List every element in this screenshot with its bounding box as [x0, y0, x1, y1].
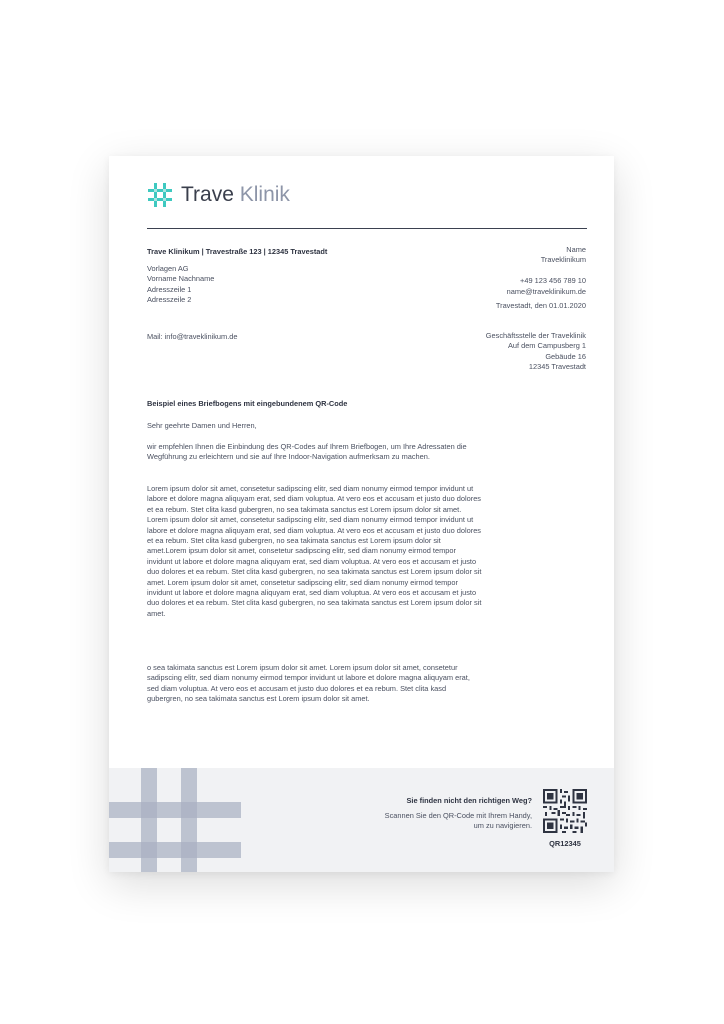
salutation: Sehr geehrte Damen und Herren, [147, 421, 257, 430]
qr-code-id: QR12345 [549, 839, 581, 848]
office-address [486, 331, 586, 373]
recipient-line: Adresszeile 1 [147, 284, 192, 294]
footer-instructions [385, 811, 532, 832]
mail-line: Mail: info@traveklinikum.de [147, 332, 238, 341]
qr-code [543, 789, 587, 833]
contact-name: Name [566, 245, 586, 254]
office-line: Auf dem Campusberg 1 [507, 341, 586, 351]
brand-logo [147, 182, 290, 208]
office-line: Geschäftsstelle der Traveklinik [485, 331, 586, 340]
qr-code-icon [543, 789, 587, 833]
recipient-line: Adresszeile 2 [147, 295, 192, 305]
footer-band [109, 768, 614, 872]
footer-text-line: Scannen Sie den QR-Code mit Ihrem Handy, [384, 811, 532, 820]
decorative-cross-icon [109, 768, 249, 872]
contact-phone: +49 123 456 789 10 [520, 276, 586, 286]
contact-org: Traveklinikum [540, 255, 586, 265]
footer-text-line: um zu navigieren. [473, 821, 532, 831]
letter-page [109, 156, 614, 872]
paragraph-closing: o sea takimata sanctus est Lorem ipsum dolor sit amet. Lorem ipsum dolor sit amet, consetetur sadipscing elitr, sed diam nonumy eirmod tempor invidunt ut labore et dolore magna aliquyam erat, sed diam voluptua. At vero eos et accusam et justo duo dolores et ea rebum. Stet clita kasd gubergren, no sea takimata sanctus est Lorem ipsum dolor sit amet. [147, 663, 470, 704]
office-line: 12345 Travestadt [528, 362, 586, 372]
contact-email: name@traveklinikum.de [506, 286, 586, 296]
letter-date: Travestadt, den 01.01.2020 [495, 301, 586, 311]
sender-line: Trave Klinikum | Travestraße 123 | 12345 Travestadt [147, 247, 328, 256]
brand-name-part2: Klinik [239, 183, 290, 206]
letter-subject: Beispiel eines Briefbogens mit eingebundenem QR-Code [147, 399, 348, 408]
footer-title: Sie finden nicht den richtigen Weg? [406, 796, 532, 805]
contact-block [496, 245, 586, 311]
recipient-line: Vorlagen AG [147, 264, 189, 273]
recipient-line: Vorname Nachname [147, 274, 215, 284]
brand-name [181, 182, 290, 208]
header-divider [147, 228, 587, 229]
recipient-address [147, 264, 214, 306]
paragraph-lorem: Lorem ipsum dolor sit amet, consetetur sadipscing elitr, sed diam nonumy eirmod tempor invidunt ut labore et dolore magna aliquyam erat, sed diam voluptua. At vero eos et accusam et justo duo dolores et ea rebum. Stet clita kasd gubergren, no sea takimata sanctus est Lorem ipsum dolor sit amet. Lorem ipsum dolor sit amet, consetetur sadipscing elitr, sed diam nonumy eirmod tempor invidunt ut labore et dolore magna aliquyam erat, sed diam voluptua. At vero eos et accusam et justo duo dolores et ea rebum. Stet clita kasd gubergren, no sea takimata sanctus est Lorem ipsum dolor sit amet.Lorem ipsum dolor sit amet, consetetur sadipscing elitr, sed diam nonumy eirmod tempor invidunt ut labore et dolore magna aliquyam erat, sed diam voluptua. At vero eos et accusam et justo duo dolores et ea rebum. Stet clita kasd gubergren, no sea takimata sanctus est Lorem ipsum dolor sit amet. Lorem ipsum dolor sit amet, consetetur sadipscing elitr, sed diam nonumy eirmod tempor invidunt ut labore et dolore magna aliquyam erat, sed diam voluptua. At vero eos et accusam et justo duo dolores et ea rebum. Stet clita kasd gubergren, no sea takimata sanctus est Lorem ipsum dolor sit amet. [147, 484, 482, 618]
office-line: Gebäude 16 [545, 351, 586, 361]
brand-name-part1: Trave [181, 183, 234, 206]
klinik-cross-icon [147, 182, 173, 208]
paragraph-intro: wir empfehlen Ihnen die Einbindung des QR-Codes auf Ihrem Briefbogen, um Ihre Adressaten die Wegführung zu erleichtern und sie auf Ihre Indoor-Navigation aufmerksam zu machen. [147, 442, 467, 462]
